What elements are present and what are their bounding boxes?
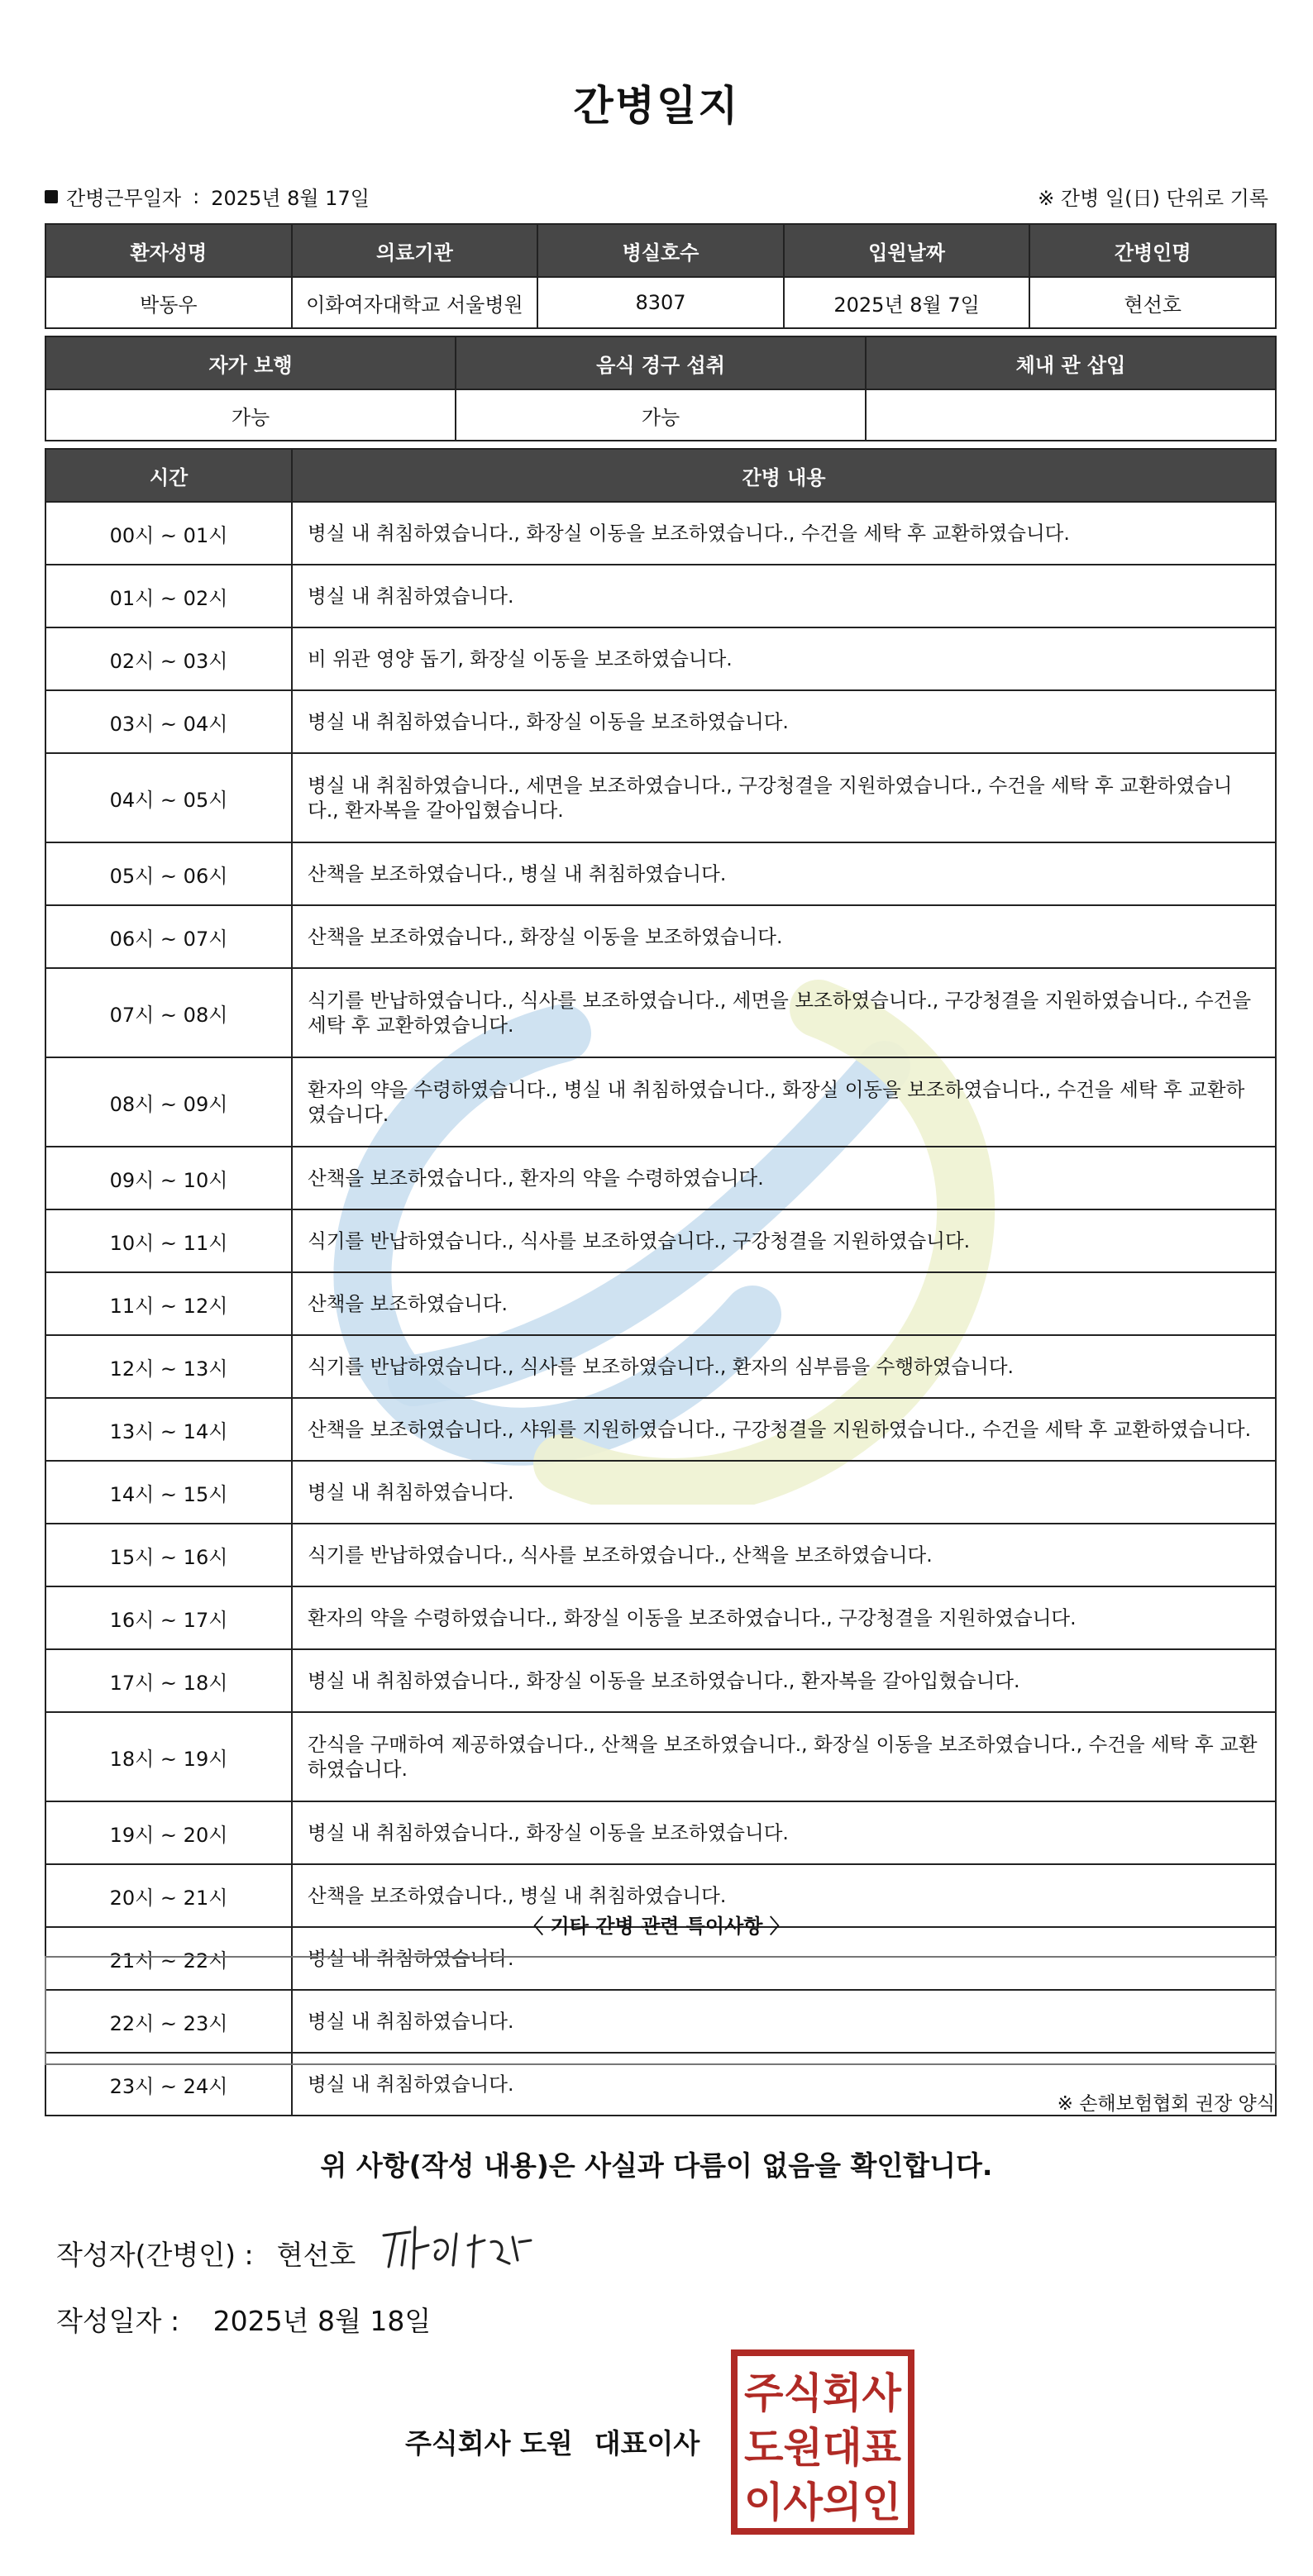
write-date-value: 2025년 8월 18일 <box>212 2305 432 2337</box>
log-content-cell: 산책을 보조하였습니다., 화장실 이동을 보조하였습니다. <box>292 905 1276 968</box>
log-content-cell: 병실 내 취침하였습니다. <box>292 1990 1276 2053</box>
log-time-cell: 05시 ~ 06시 <box>45 842 292 905</box>
company-name: 주식회사 도원 <box>405 2427 573 2459</box>
table-row <box>45 1272 1276 1335</box>
care-log-rows <box>45 502 1276 2116</box>
patient-info-table <box>45 223 1277 329</box>
company-role: 대표이사 <box>594 2427 700 2459</box>
log-time-cell: 09시 ~ 10시 <box>45 1147 292 1209</box>
log-time-cell: 14시 ~ 15시 <box>45 1461 292 1524</box>
log-content-cell: 식기를 반납하였습니다., 식사를 보조하였습니다., 환자의 심부름을 수행하였습니다. <box>292 1335 1276 1398</box>
log-content-cell: 병실 내 취침하였습니다., 화장실 이동을 보조하였습니다. <box>292 690 1276 753</box>
value-institution: 이화여자대학교 서울병원 <box>292 277 538 328</box>
table-row <box>45 565 1276 627</box>
table-row <box>45 1524 1276 1586</box>
table-row <box>45 502 1276 565</box>
log-time-cell: 11시 ~ 12시 <box>45 1272 292 1335</box>
log-time-cell: 02시 ~ 03시 <box>45 627 292 690</box>
work-date-value: 2025년 8월 17일 <box>211 187 370 210</box>
log-content-cell: 환자의 약을 수령하였습니다., 병실 내 취침하였습니다., 화장실 이동을 보조하였습니다., 수건을 세탁 후 교환하였습니다. <box>292 1057 1276 1147</box>
log-time-cell: 00시 ~ 01시 <box>45 502 292 565</box>
value-room-number: 8307 <box>537 277 784 328</box>
log-time-cell: 01시 ~ 02시 <box>45 565 292 627</box>
value-patient-name: 박동우 <box>45 277 292 328</box>
log-time-cell: 13시 ~ 14시 <box>45 1398 292 1461</box>
log-content-cell: 병실 내 취침하였습니다. <box>292 565 1276 627</box>
log-content-cell: 산책을 보조하였습니다., 병실 내 취침하였습니다. <box>292 1864 1276 1927</box>
log-content-cell: 병실 내 취침하였습니다., 세면을 보조하였습니다., 구강청결을 지원하였습니다., 수건을 세탁 후 교환하였습니다., 환자복을 갈아입혔습니다. <box>292 753 1276 842</box>
table-row <box>45 1057 1276 1147</box>
log-content-cell: 간식을 구매하여 제공하였습니다., 산책을 보조하였습니다., 화장실 이동을 보조하였습니다., 수건을 세탁 후 교환하였습니다. <box>292 1712 1276 1801</box>
log-time-cell: 16시 ~ 17시 <box>45 1586 292 1649</box>
write-date-line <box>56 2300 431 2339</box>
log-content-cell: 병실 내 취침하였습니다. <box>292 2053 1276 2116</box>
memo-box <box>45 1956 1277 2065</box>
table-row <box>45 690 1276 753</box>
log-time-cell: 08시 ~ 09시 <box>45 1057 292 1147</box>
log-time-cell: 15시 ~ 16시 <box>45 1524 292 1586</box>
log-content-cell: 병실 내 취침하였습니다., 화장실 이동을 보조하였습니다., 수건을 세탁 후 교환하였습니다. <box>292 502 1276 565</box>
table-row <box>45 753 1276 842</box>
header-caregiver-name: 간병인명 <box>1029 224 1276 277</box>
value-self-walking: 가능 <box>45 389 456 441</box>
log-time-cell: 07시 ~ 08시 <box>45 968 292 1057</box>
table-row <box>45 627 1276 690</box>
writer-name: 현선호 <box>276 2239 356 2271</box>
handwritten-signature <box>377 2217 542 2275</box>
table-row <box>45 1712 1276 1801</box>
log-content-cell: 환자의 약을 수령하였습니다., 화장실 이동을 보조하였습니다., 구강청결을 지원하였습니다. <box>292 1586 1276 1649</box>
log-content-cell: 산책을 보조하였습니다., 환자의 약을 수령하였습니다. <box>292 1147 1276 1209</box>
log-time-cell: 22시 ~ 23시 <box>45 1990 292 2053</box>
table-row <box>45 1649 1276 1712</box>
log-time-cell: 12시 ~ 13시 <box>45 1335 292 1398</box>
log-content-cell: 병실 내 취침하였습니다., 화장실 이동을 보조하였습니다., 환자복을 갈아입혔습니다. <box>292 1649 1276 1712</box>
log-content-cell: 식기를 반납하였습니다., 식사를 보조하였습니다., 구강청결을 지원하였습니다. <box>292 1209 1276 1272</box>
log-time-cell: 10시 ~ 11시 <box>45 1209 292 1272</box>
log-content-cell: 병실 내 취침하였습니다. <box>292 1461 1276 1524</box>
writer-label: 작성자(간병인) : <box>56 2239 254 2271</box>
log-time-cell: 06시 ~ 07시 <box>45 905 292 968</box>
work-date-label: 간병근무일자 <box>66 187 182 210</box>
table-row <box>45 1398 1276 1461</box>
company-seal-stamp <box>729 2348 916 2536</box>
stamp-line-1: 주식회사 <box>744 2369 902 2417</box>
table-row <box>45 842 1276 905</box>
header-room-number: 병실호수 <box>537 224 784 277</box>
writer-line <box>56 2234 356 2273</box>
log-time-cell: 04시 ~ 05시 <box>45 753 292 842</box>
header-patient-name: 환자성명 <box>45 224 292 277</box>
header-self-walking: 자가 보행 <box>45 336 456 389</box>
table-row <box>45 1586 1276 1649</box>
log-time-cell: 23시 ~ 24시 <box>45 2053 292 2116</box>
header-oral-intake: 음식 경구 섭취 <box>456 336 866 389</box>
table-row <box>45 1335 1276 1398</box>
header-time: 시간 <box>45 449 292 502</box>
work-date-line <box>45 182 370 211</box>
header-admission-date: 입원날짜 <box>784 224 1030 277</box>
table-row <box>45 1147 1276 1209</box>
value-admission-date: 2025년 8월 7일 <box>784 277 1030 328</box>
log-time-cell: 21시 ~ 22시 <box>45 1927 292 1990</box>
form-note: ※ 손해보험협회 권장 양식 <box>1057 2093 1275 2115</box>
log-content-cell: 식기를 반납하였습니다., 식사를 보조하였습니다., 산책을 보조하였습니다. <box>292 1524 1276 1586</box>
header-tube-insertion: 체내 관 삽입 <box>866 336 1276 389</box>
confirm-statement: 위 사항(작성 내용)은 사실과 다름이 없음을 확인합니다. <box>320 2149 993 2182</box>
company-line <box>405 2422 699 2461</box>
stamp-line-3: 이사의인 <box>744 2478 901 2526</box>
log-content-cell: 산책을 보조하였습니다., 병실 내 취침하였습니다. <box>292 842 1276 905</box>
table-row <box>45 968 1276 1057</box>
memo-title: 〈 기타 간병 관련 특이사항 〉 <box>523 1915 790 1938</box>
value-tube-insertion <box>866 389 1276 441</box>
log-time-cell: 19시 ~ 20시 <box>45 1801 292 1864</box>
log-content-cell: 산책을 보조하였습니다. <box>292 1272 1276 1335</box>
table-row <box>45 1209 1276 1272</box>
table-row <box>45 1461 1276 1524</box>
log-time-cell: 03시 ~ 04시 <box>45 690 292 753</box>
log-time-cell: 20시 ~ 21시 <box>45 1864 292 1927</box>
page-title: 간병일지 <box>573 82 740 130</box>
log-content-cell: 산책을 보조하였습니다., 샤워를 지원하였습니다., 구강청결을 지원하였습니다., 수건을 세탁 후 교환하였습니다. <box>292 1398 1276 1461</box>
log-content-cell: 식기를 반납하였습니다., 식사를 보조하였습니다., 세면을 보조하였습니다., 구강청결을 지원하였습니다., 수건을 세탁 후 교환하였습니다. <box>292 968 1276 1057</box>
value-caregiver-name: 현선호 <box>1029 277 1276 328</box>
work-date-sep: : <box>193 184 200 208</box>
bullet-square-icon <box>45 190 58 203</box>
patient-status-table <box>45 336 1277 441</box>
table-row <box>45 905 1276 968</box>
log-content-cell: 비 위관 영양 돕기, 화장실 이동을 보조하였습니다. <box>292 627 1276 690</box>
value-oral-intake: 가능 <box>456 389 866 441</box>
header-institution: 의료기관 <box>292 224 538 277</box>
table-row <box>45 1801 1276 1864</box>
log-content-cell: 병실 내 취침하였습니다. <box>292 1927 1276 1990</box>
log-time-cell: 18시 ~ 19시 <box>45 1712 292 1801</box>
log-content-cell: 병실 내 취침하였습니다., 화장실 이동을 보조하였습니다. <box>292 1801 1276 1864</box>
log-time-cell: 17시 ~ 18시 <box>45 1649 292 1712</box>
care-log-table <box>45 448 1277 2116</box>
write-date-label: 작성일자 : <box>56 2305 180 2337</box>
stamp-line-2: 도원대표 <box>744 2424 902 2472</box>
header-care-content: 간병 내용 <box>292 449 1276 502</box>
daily-note: ※ 간병 일(日) 단위로 기록 <box>1038 187 1268 210</box>
